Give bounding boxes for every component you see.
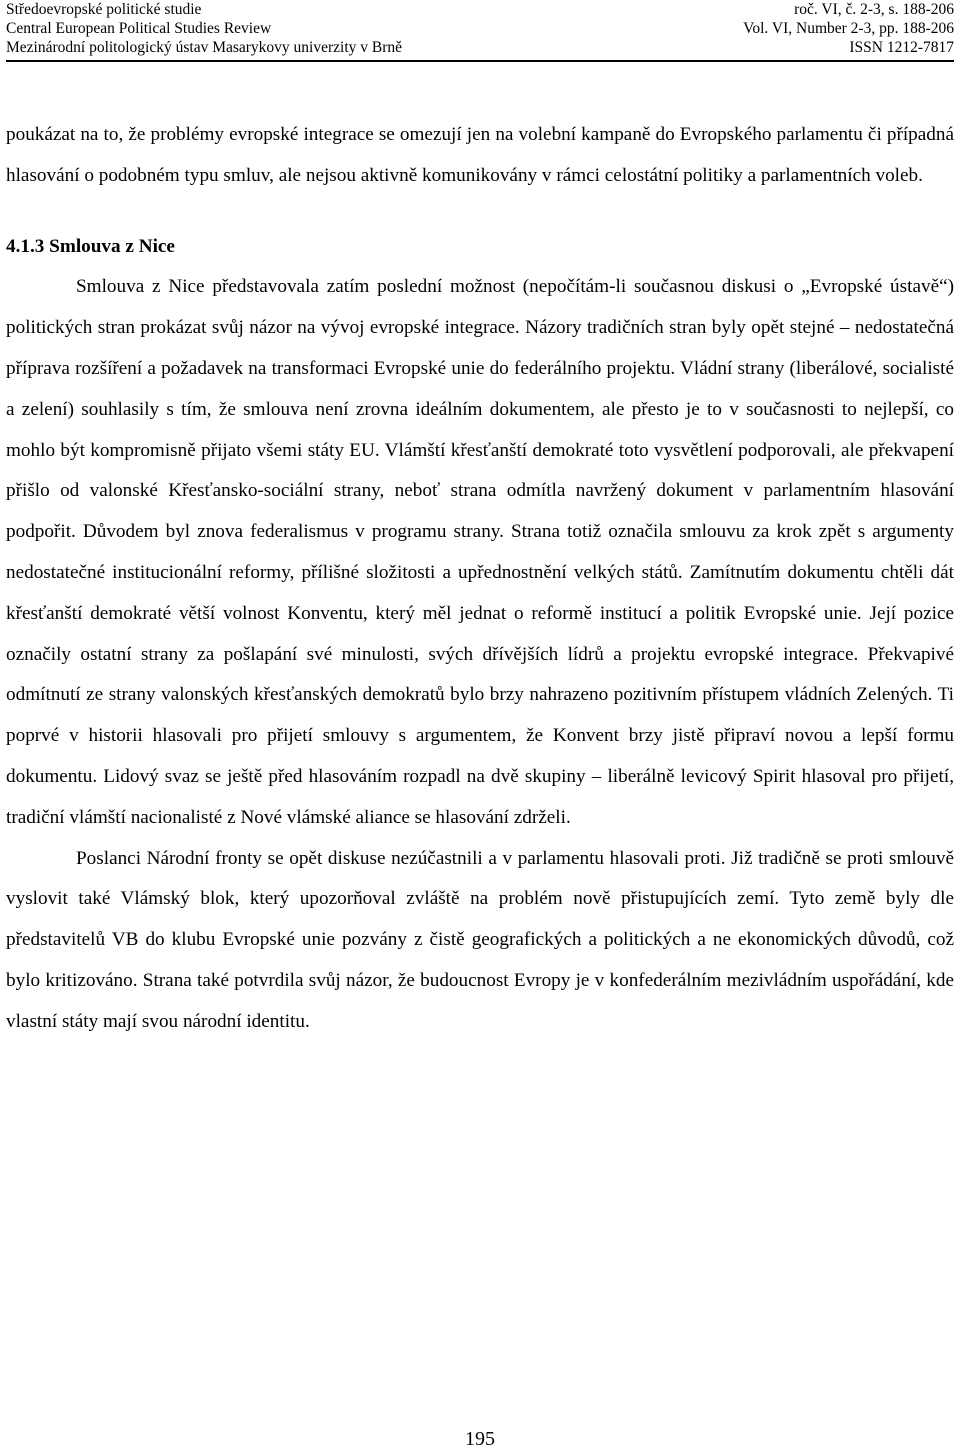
header-row-3 <box>6 38 954 57</box>
volume-cz: roč. VI, č. 2-3, s. 188-206 <box>794 1 954 18</box>
header-row-2 <box>6 19 954 38</box>
article-body <box>6 115 954 1043</box>
publisher: Mezinárodní politologický ústav Masarykovy univerzity v Brně <box>6 39 403 56</box>
paragraph-nice-treaty: Smlouva z Nice představovala zatím poslední možnost (nepočítám-li současnou diskusi o „Evropské ústavě“) politických stran prokázat svůj názor na vývoj evropské integrace. Názory tradičních stran byly opět stejné – nedostatečná příprava rozšíření a požadavek na transformaci Evropské unie do federálního projektu. Vládní strany (liberálové, socialisté a zelení) souhlasily s tím, že smlouva není zrovna ideálním dokumentem, ale přesto je to v současnosti to nejlepší, co mohlo být kompromisně přijato všemi státy EU. Vlámští křesťanští demokraté toto vysvětlení podporovali, ale překvapení přišlo od valonské Křesťansko-sociální strany, neboť strana odmítla navržený dokument v parlamentním hlasování podpořit. Důvodem byl znova federalismus v programu strany. Strana totiž označila smlouvu za krok zpět s argumenty nedostatečné institucionální reformy, přílišné složitosti a upřednostnění velkých států. Zamítnutím dokumentu chtěli dát křesťanští demokraté větší volnost Konventu, který měl jednat o reformě institucí a politik Evropské unie. Její pozice označily ostatní strany za pošlapání své minulosti, svých dřívějších lídrů a projektu evropské integrace. Překvapivé odmítnutí ze strany valonských křesťanských demokratů bylo brzy nahrazeno pozitivním přístupem vládních Zelených. Ti poprvé v historii hlasovali pro přijetí smlouvy s argumentem, že Konvent brzy jistě připraví novou a lepší formu dokumentu. Lidový svaz se ještě před hlasováním rozpadl na dvě skupiny – liberálně levicový Spirit hlasoval pro přijetí, tradiční vlámští nacionalisté z Nové vlámské aliance se hlasování zdrželi. <box>6 276 954 828</box>
paragraph-national-front: Poslanci Národní fronty se opět diskuse nezúčastnili a v parlamentu hlasovali proti. Již tradičně se proti smlouvě vyslovit také Vlámský blok, který upozorňoval zvláště na problém nově přistupujících zemí. Tyto země byly dle představitelů VB do klubu Evropské unie pozvány z čistě geografických a politických a ne ekonomických důvodů, což bylo kritizováno. Strana také potvrdila svůj názor, že budoucnost Evropy je v konfederálním mezivládním uspořádání, kde vlastní státy mají svou národní identitu. <box>6 847 954 1032</box>
journal-header <box>6 0 954 60</box>
section-heading: 4.1.3 Smlouva z Nice <box>6 235 175 257</box>
intro-paragraph: poukázat na to, že problémy evropské integrace se omezují jen na volební kampaně do Evropského parlamentu či případná hlasování o podobném typu smluv, ale nejsou aktivně komunikovány v rámci celostátní politiky a parlamentních voleb. <box>6 124 954 186</box>
page-number: 195 <box>465 1428 495 1450</box>
journal-title-cz: Středoevropské politické studie <box>6 1 202 18</box>
issn: ISSN 1212-7817 <box>849 39 954 56</box>
header-rule <box>6 60 954 62</box>
journal-title-en: Central European Political Studies Review <box>6 20 272 37</box>
header-row-1 <box>6 0 954 19</box>
volume-en: Vol. VI, Number 2-3, pp. 188-206 <box>743 20 954 37</box>
